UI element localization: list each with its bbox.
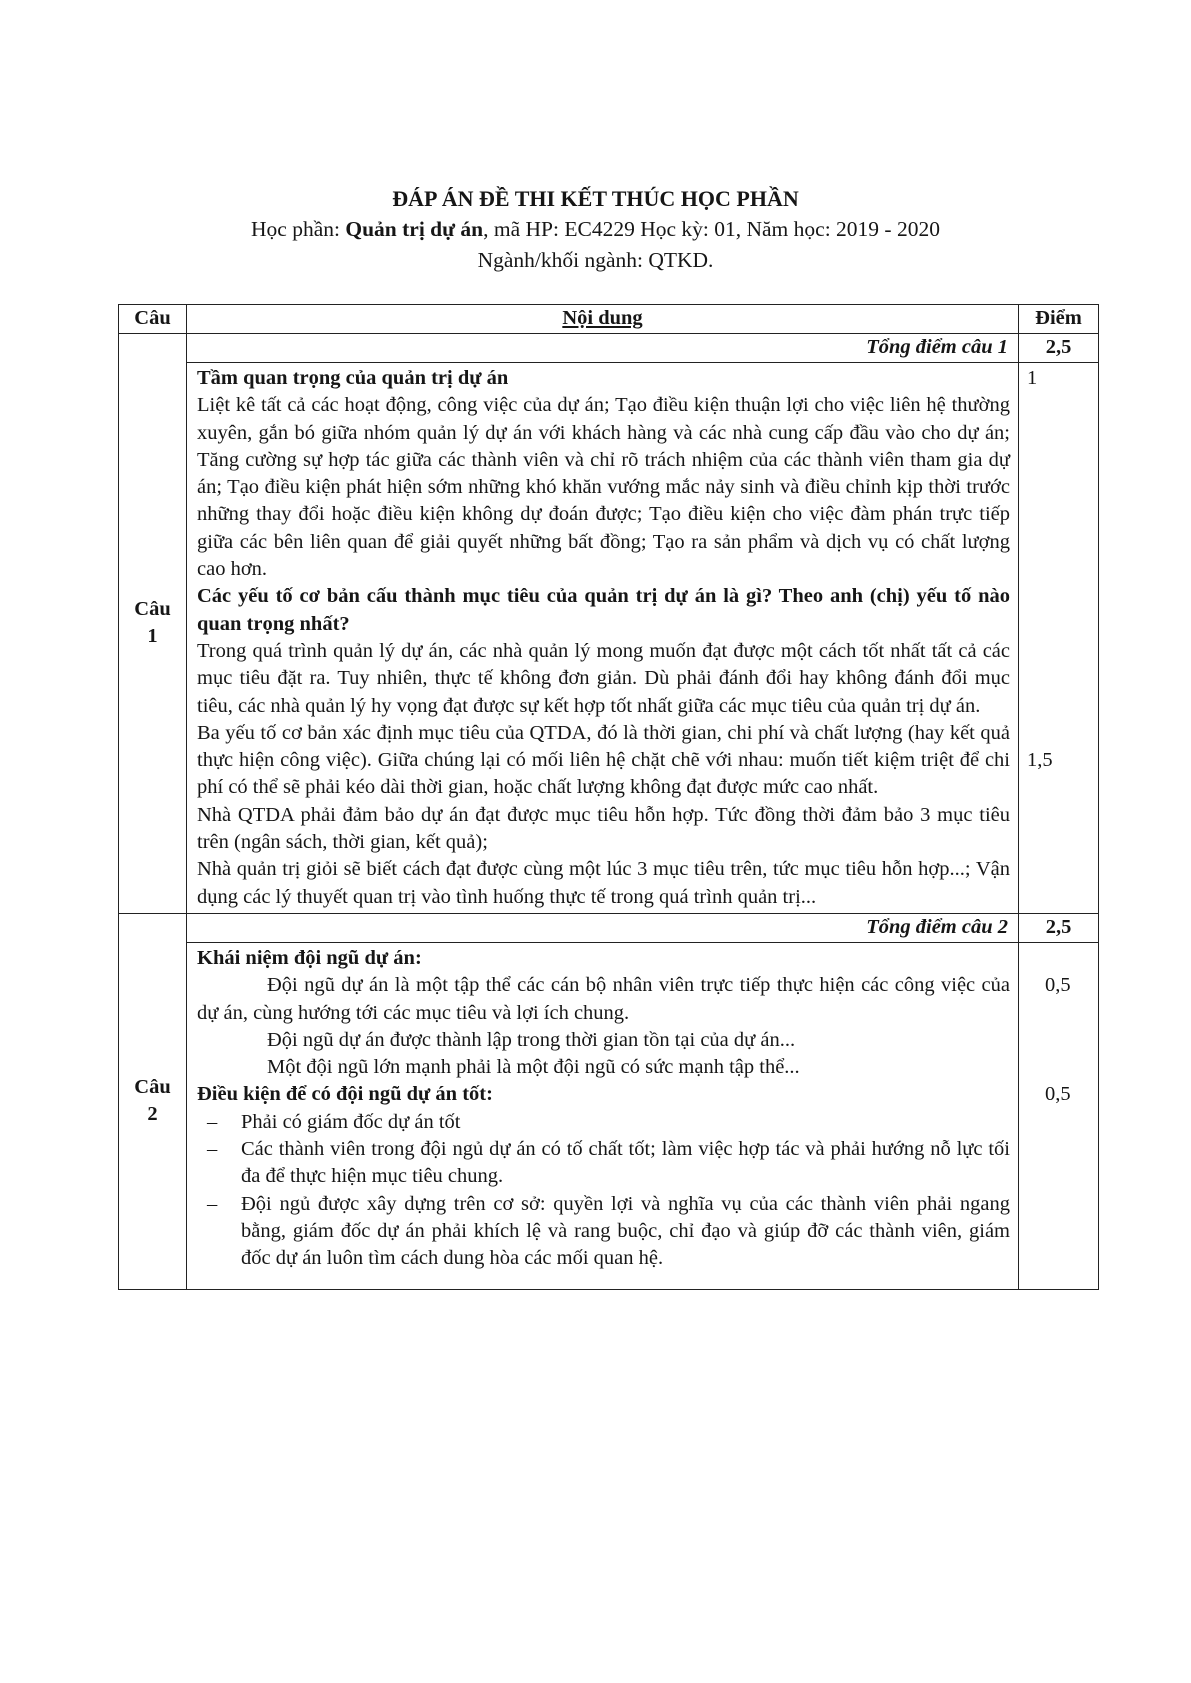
q1-score-2: 1,5 (1027, 749, 1053, 771)
q1-score-1: 1 (1027, 367, 1038, 389)
major-line: Ngành/khối ngành: QTKD. (477, 248, 714, 272)
q2-paragraph-2: Đội ngũ dự án được thành lập trong thời gian tồn tại của dự án... (267, 1028, 796, 1051)
document-header (0, 183, 1191, 276)
list-item: – Phải có giám đốc dự án tốt (197, 1109, 1010, 1136)
q1-score-cell (1019, 363, 1099, 914)
q2-heading-1: Khái niệm đội ngũ dự án: (197, 946, 422, 969)
q2-score-1: 0,5 (1045, 973, 1071, 996)
q2-score-2: 0,5 (1045, 1082, 1071, 1105)
course-info-line (0, 214, 1191, 245)
q2-label-cell (119, 913, 187, 1289)
q2-total-label: Tổng điểm câu 2 (187, 913, 1019, 942)
q2-paragraph-3: Một đội ngũ lớn mạnh phải là một đội ngũ có sức mạnh tập thể... (267, 1056, 800, 1079)
document-title: ĐÁP ÁN ĐỀ THI KẾT THÚC HỌC PHẦN (392, 186, 799, 211)
course-suffix: , mã HP: EC4229 Học kỳ: 01, Năm học: 2019 - 2020 (483, 217, 940, 241)
course-name: Quản trị dự án (345, 217, 484, 241)
q2-total-row (119, 913, 1099, 942)
q2-paragraph-1: Đội ngũ dự án là một tập thể các cán bộ nhân viên trực tiếp thực hiện các công việc của dự án, cùng hướng tới các mục tiêu và lợi ích chung. (197, 974, 1010, 1024)
q2-content-row (119, 942, 1099, 1289)
q2-heading-2: Điều kiện để có đội ngũ dự án tốt: (197, 1083, 493, 1106)
q2-label-line1: Câu (134, 1076, 171, 1099)
q1-content (187, 363, 1019, 914)
list-item: – Các thành viên trong đội ngủ dự án có tố chất tốt; làm việc hợp tác và phải hướng nỗ lực tối đa để thực hiện mục tiêu chung. (207, 1138, 1010, 1188)
q1-paragraph-4: Nhà QTDA phải đảm bảo dự án đạt được mục tiêu hỗn hợp. Tức đồng thời đảm bảo 3 mục tiêu trên (ngân sách, thời gian, kết quả); (197, 803, 1010, 854)
header-cau: Câu (119, 305, 187, 334)
header-diem: Điểm (1019, 305, 1099, 334)
q1-heading-2: Các yếu tố cơ bản cấu thành mục tiêu của quản trị dự án là gì? Theo anh (chị) yếu tố nào quan trọng nhất? (197, 585, 1010, 635)
q2-content (187, 942, 1019, 1289)
q2-total-score: 2,5 (1019, 913, 1099, 942)
course-prefix: Học phần: (251, 217, 346, 241)
q1-paragraph-1: Liệt kê tất cả các hoạt động, công việc của dự án; Tạo điều kiện thuận lợi cho việc liên hệ thường xuyên, gắn bó giữa nhóm quản lý dự án với khách hàng và các nhà cung cấp đầu vào cho dự án; Tăng cường sự hợp tác giữa các thành viên và chỉ rõ trách nhiệm của các thành viên tham gia dự án; Tạo điều kiện phát hiện sớm những khó khăn vướng mắc nảy sinh và điều chỉnh kịp thời trước những thay đổi hoặc điều kiện không dự đoán được; Tạo điều kiện cho việc đàm phán trực tiếp giữa các bên liên quan để giải quyết những bất đồng; Tạo ra sản phẩm và dịch vụ có chất lượng cao hơn. (197, 394, 1010, 581)
q1-content-row (119, 363, 1099, 914)
q1-label-line1: Câu (134, 598, 171, 621)
q1-paragraph-2: Trong quá trình quản lý dự án, các nhà quản lý mong muốn đạt được một cách tốt nhất tất cả các mục tiêu đặt ra. Tuy nhiên, thực tế không đơn giản. Dù phải đánh đổi hay không đánh đổi mục tiêu, các nhà quản lý hy vọng đạt được sự kết hợp tốt nhất giữa các mục tiêu của quản trị dự án. (197, 639, 1010, 717)
q1-label-cell (119, 334, 187, 914)
list-item: – Đội ngủ được xây dựng trên cơ sở: quyền lợi và nghĩa vụ của các thành viên phải ngang bằng, giám đốc dự án phải khích lệ và rang buộc, chỉ đạo và giúp đỡ các thành viên, giám đốc dự án luôn tìm cách dung hòa các mối quan hệ. (207, 1192, 1010, 1270)
dash-bullet: – (207, 1138, 218, 1161)
q1-paragraph-3: Ba yếu tố cơ bản xác định mục tiêu của QTDA, đó là thời gian, chi phí và chất lượng (hay kết quả thực hiện công việc). Giữa chúng lại có mối liên hệ chặt chẽ với nhau: muốn tiết kiệm triệt để chi phí có thể sẽ phải kéo dài thời gian, hoặc chất lượng không đạt được mức cao nhất. (197, 721, 1010, 799)
q1-total-row (119, 334, 1099, 363)
q1-total-label: Tổng điểm câu 1 (187, 334, 1019, 363)
q2-score-cell (1019, 942, 1099, 1289)
q1-label-line2: 1 (147, 625, 158, 648)
header-noi-dung: Nội dung (187, 305, 1019, 334)
q1-total-score: 2,5 (1019, 334, 1099, 363)
q1-heading-1: Tầm quan trọng của quản trị dự án (197, 367, 509, 389)
dash-bullet: – (207, 1192, 218, 1215)
q2-label-line2: 2 (147, 1103, 158, 1126)
q2-condition-list (197, 1109, 1010, 1273)
answer-table (118, 304, 1099, 1290)
table-header-row (119, 305, 1099, 334)
q1-paragraph-5: Nhà quản trị giỏi sẽ biết cách đạt được cùng một lúc 3 mục tiêu trên, tức mục tiêu hỗn hợp...; Vận dụng các lý thuyết quan trị vào tình huống thực tế trong quá trình quản trị... (197, 858, 1010, 908)
dash-bullet: – (207, 1110, 218, 1133)
